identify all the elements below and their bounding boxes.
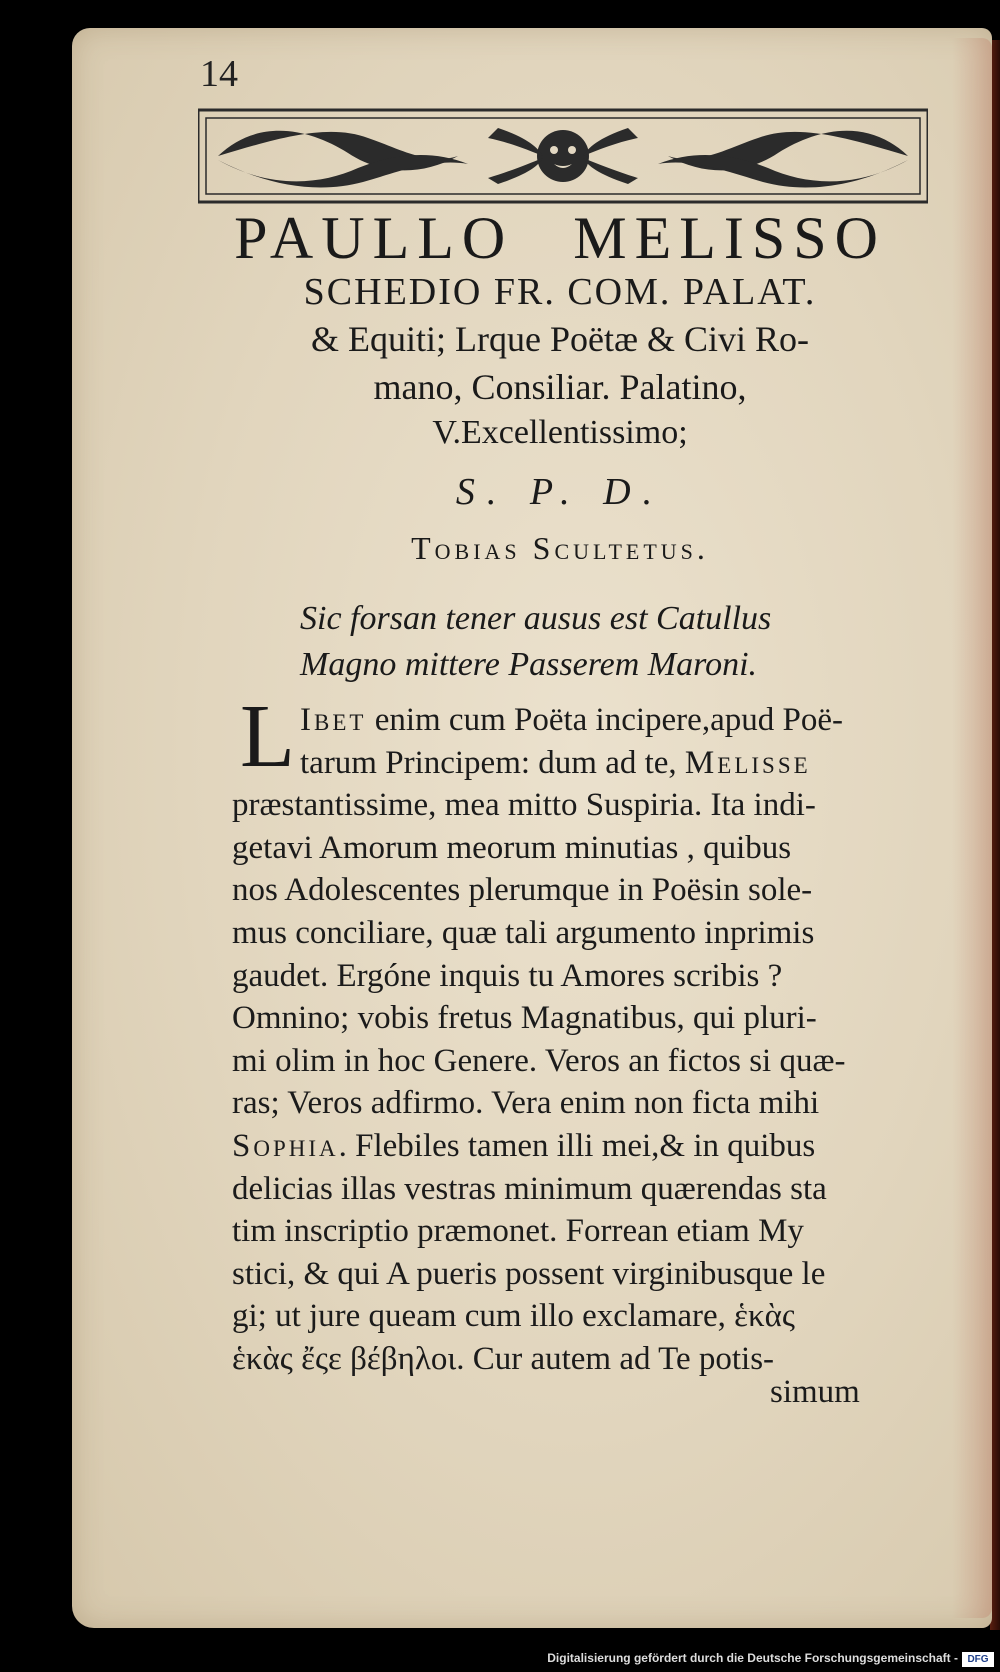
line-text: delicias illas vestras minimum quærendas sta <box>232 1170 827 1207</box>
body-line <box>232 785 920 825</box>
line-text: gaudet. Ergóne inquis tu Amores scribis ? <box>232 957 783 994</box>
line-text: ras; Veros adfirmo. Vera enim non ficta mihi <box>232 1085 820 1122</box>
body-line <box>232 1083 920 1123</box>
small-caps-word: Ibet <box>300 702 367 738</box>
body-line <box>232 913 920 953</box>
body-line <box>232 1254 920 1294</box>
small-caps-word: Melisse <box>684 744 811 781</box>
page-number: 14 <box>200 53 238 95</box>
page-shadow <box>952 38 992 1618</box>
footer-credit: Digitalisierung gefördert durch die Deutsche Forschungsgemeinschaft - <box>547 1651 958 1665</box>
epigraph-line-1: Sic forsan tener ausus est Catullus <box>300 600 772 637</box>
headpiece-ornament <box>198 108 928 204</box>
body-line <box>300 700 920 740</box>
body-line <box>232 1041 920 1081</box>
dfg-logo: DFG <box>962 1652 994 1667</box>
line-text: getavi Amorum meorum minutias , quibus <box>232 829 792 866</box>
line-text: mi olim in hoc Genere. Veros an fictos si quæ- <box>232 1042 846 1079</box>
body-line <box>232 1126 920 1166</box>
heading-line-2: SCHEDIO FR. COM. PALAT. <box>303 271 817 313</box>
line-text: præstantissime, mea mitto Suspiria. Ita indi- <box>232 787 816 824</box>
line-text: mus conciliare, quæ tali argumento inprimis <box>232 915 815 951</box>
line-text: gi; ut jure queam cum illo exclamare, ἑκὰς <box>232 1298 795 1335</box>
heading-surname: MELISSO <box>573 205 886 271</box>
catchword: simum <box>770 1374 860 1410</box>
body-line <box>232 1169 920 1209</box>
line-text: tim inscriptio præmonet. Forrean etiam My <box>232 1213 804 1250</box>
body-line <box>232 828 920 868</box>
heading-line-4: mano, Consiliar. Palatino, <box>373 367 747 407</box>
small-caps-word: Sophia <box>232 1128 339 1164</box>
line-text: Omnino; vobis fretus Magnatibus, qui pluri- <box>232 1000 817 1037</box>
line-text: enim cum Poëta incipere,apud Poë- <box>366 702 843 738</box>
body-line <box>232 870 920 910</box>
author-name: Tobias Scultetus. <box>411 530 709 566</box>
heading-line-5: V.Excellentissimo; <box>432 414 688 451</box>
body-line <box>232 1211 920 1251</box>
body-line <box>232 1339 920 1379</box>
heading-given-name: PAULLO <box>234 205 514 271</box>
line-text: ἑκὰς ἔςε βέβηλοι. Cur autem ad Te potis- <box>232 1341 775 1377</box>
line-text: nos Adolescentes plerumque in Poësin sole- <box>232 872 813 909</box>
line-text: stici, & qui A pueris possent virginibusque le <box>232 1255 826 1292</box>
heading-line-3: & Equiti; Lrque Poëtæ & Civi Ro- <box>311 319 809 359</box>
line-text: tarum Principem: dum ad te, <box>300 744 685 781</box>
heading-dedicatee-name <box>180 204 940 273</box>
body-line <box>232 1296 920 1336</box>
body-line <box>300 743 920 783</box>
drop-cap: L <box>240 687 295 786</box>
body-line <box>232 956 920 996</box>
line-text: . Flebiles tamen illi mei,& in quibus <box>338 1128 816 1164</box>
epigraph-line-2: Magno mittere Passerem Maroni. <box>300 646 758 683</box>
body-line <box>232 998 920 1038</box>
salutation: S. P. D. <box>455 471 665 513</box>
